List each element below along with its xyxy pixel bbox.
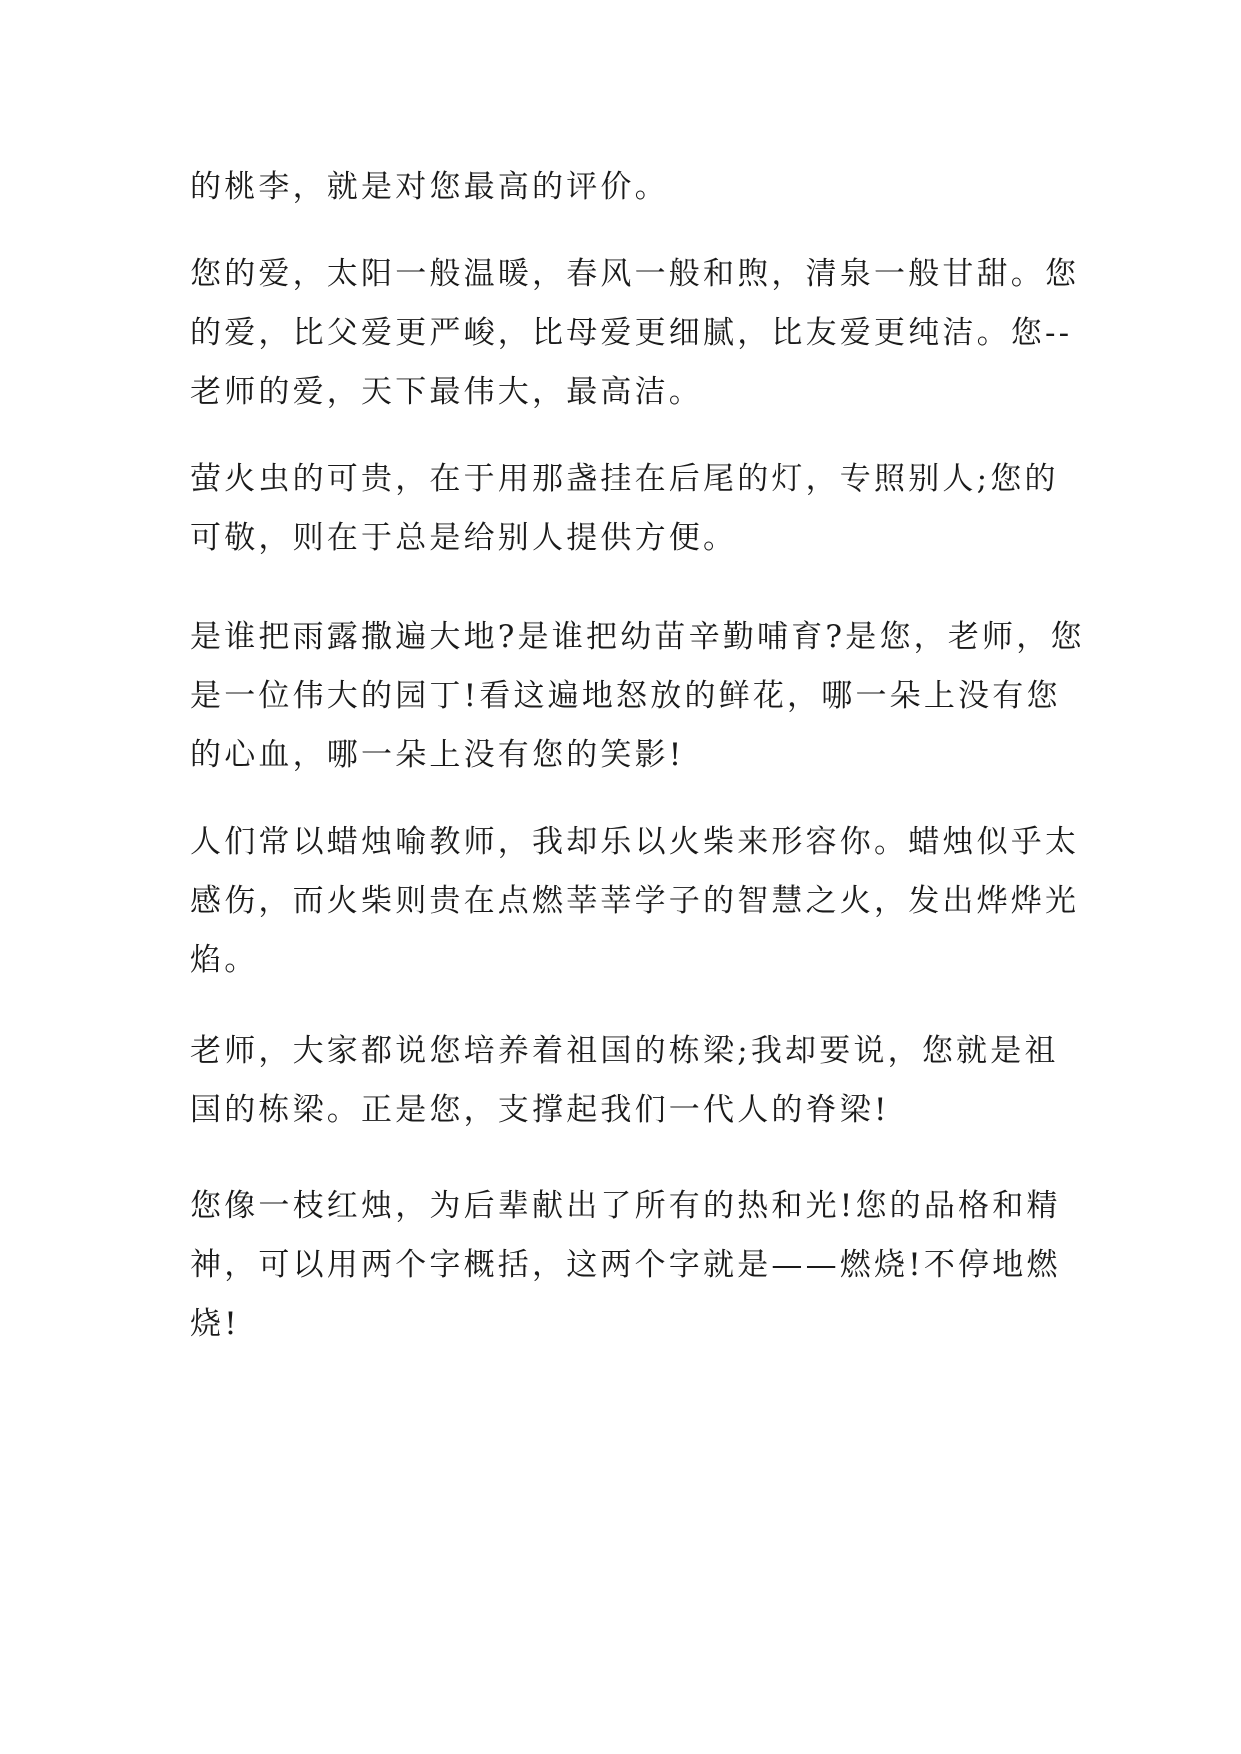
paragraph-line: 神，可以用两个字概括，这两个字就是——燃烧!不停地燃 [190,1247,1061,1283]
paragraph-line: 感伤，而火柴则贵在点燃莘莘学子的智慧之火，发出烨烨光 [190,883,1080,919]
paragraph-7 [190,1177,1061,1354]
paragraph-line: 人们常以蜡烛喻教师，我却乐以火柴来形容你。蜡烛似乎太 [190,824,1080,860]
paragraph-line: 萤火虫的可贵，在于用那盏挂在后尾的灯，专照别人;您的 [190,461,1059,497]
paragraph-line: 的心血，哪一朵上没有您的笑影! [190,737,685,773]
paragraph-2 [190,245,1080,422]
paragraph-line: 是一位伟大的园丁!看这遍地怒放的鲜花，哪一朵上没有您 [190,678,1061,714]
paragraph-line: 是谁把雨露撒遍大地?是谁把幼苗辛勤哺育?是您，老师，您 [190,619,1085,655]
paragraph-line: 的爱，比父爱更严峻，比母爱更细腻，比友爱更纯洁。您-- [190,315,1073,351]
paragraph-4 [190,608,1085,785]
paragraph-line: 国的栋梁。正是您，支撑起我们一代人的脊梁! [190,1092,890,1128]
paragraph-5 [190,813,1080,990]
paragraph-line: 您像一枝红烛，为后辈献出了所有的热和光!您的品格和精 [190,1188,1061,1224]
paragraph-line: 老师的爱，天下最伟大，最高洁。 [190,374,703,410]
paragraph-line: 老师，大家都说您培养着祖国的栋梁;我却要说，您就是祖 [190,1033,1059,1069]
paragraph-line: 的桃李，就是对您最高的评价。 [190,169,669,205]
paragraph-line: 焰。 [190,942,259,978]
paragraph-line: 可敬，则在于总是给别人提供方便。 [190,520,738,556]
paragraph-1 [190,158,1055,217]
paragraph-3 [190,450,1059,568]
paragraph-line: 您的爱，太阳一般温暖，春风一般和煦，清泉一般甘甜。您 [190,256,1080,292]
paragraph-6 [190,1022,1059,1140]
paragraph-line: 烧! [190,1306,240,1342]
